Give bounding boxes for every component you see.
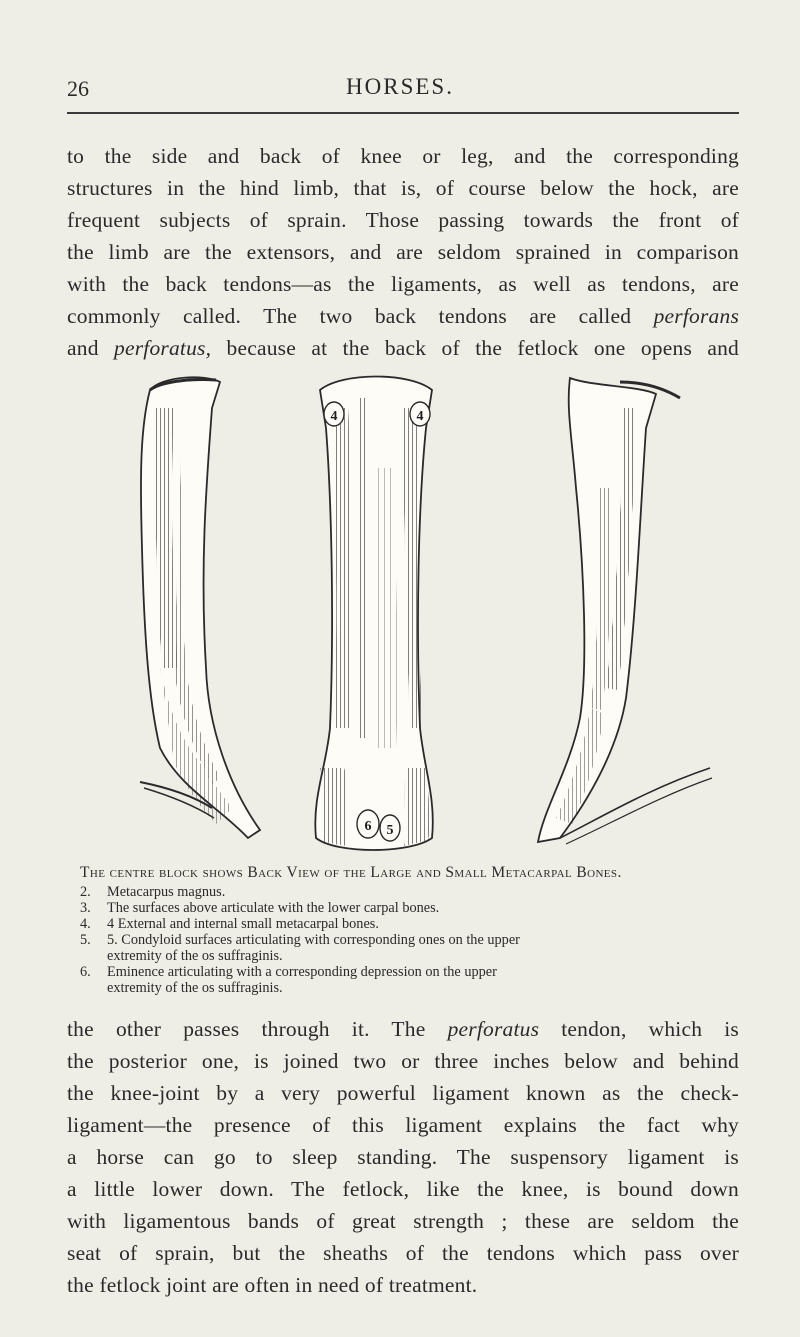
- caption-item-text: The surfaces above articulate with the lower carpal bones.: [107, 900, 440, 916]
- caption-list: [80, 884, 760, 996]
- running-head: HORSES.: [346, 74, 454, 99]
- right-small-metacarpal-drawing: [538, 378, 712, 844]
- text-line: the posterior one, is joined two or three inches below and behind: [67, 1049, 739, 1073]
- figure-label: 4: [416, 409, 424, 424]
- figure-caption: [80, 864, 760, 996]
- caption-item-number: 2.: [80, 884, 91, 900]
- figure-label: 5: [386, 823, 394, 838]
- term-perforans: perforans: [653, 304, 740, 328]
- text-line: the knee-joint by a very powerful ligament known as the check-: [67, 1081, 739, 1105]
- text-fragment: tendon, which is: [561, 1017, 739, 1041]
- paragraph-2: [67, 1013, 739, 1301]
- page-header: [0, 70, 800, 110]
- text-fragment: because at the back of the fetlock one opens and: [226, 336, 740, 360]
- text-line-with-term: [67, 332, 739, 364]
- text-line: with ligamentous bands of great strength ; these are seldom the: [67, 1209, 739, 1233]
- caption-item: [80, 932, 760, 964]
- metacarpal-bones-figure: [120, 368, 720, 868]
- text-line: with the back tendons—as the ligaments, as well as tendons, are: [67, 272, 739, 296]
- engraving-illustration: [120, 368, 720, 868]
- text-fragment: commonly called. The two back tendons are called: [67, 304, 632, 328]
- caption-title: [80, 864, 760, 882]
- caption-item: [80, 900, 760, 916]
- caption-item-text: 4 External and internal small metacarpal bones.: [107, 916, 379, 932]
- text-line: the fetlock joint are often in need of treatment.: [67, 1273, 478, 1297]
- caption-item-number: 3.: [80, 900, 91, 916]
- caption-title-text: The centre block shows Back View of the Large and Small Metacarpal Bones.: [80, 864, 622, 881]
- paragraph-1: [67, 140, 739, 364]
- figure-label: 4: [330, 409, 338, 424]
- page-number: 26: [67, 76, 89, 101]
- caption-item: [80, 964, 760, 996]
- text-line-with-term: [67, 1013, 739, 1045]
- left-small-metacarpal-drawing: [140, 377, 260, 838]
- caption-item-number: 4.: [80, 916, 91, 932]
- text-line: structures in the hind limb, that is, of course below the hock, are: [67, 176, 739, 200]
- text-line: ligament—the presence of this ligament explains the fact why: [67, 1113, 739, 1137]
- caption-item-text: Metacarpus magnus.: [107, 884, 226, 900]
- text-fragment: and: [67, 336, 99, 360]
- text-line-with-term: [67, 300, 739, 332]
- figure-label: 6: [364, 819, 372, 834]
- caption-item: [80, 884, 760, 900]
- text-fragment: the other passes through it. The: [67, 1017, 426, 1041]
- caption-item: [80, 916, 760, 932]
- text-line: frequent subjects of sprain. Those passing towards the front of: [67, 208, 739, 232]
- text-line: the limb are the extensors, and are seldom sprained in comparison: [67, 240, 739, 264]
- caption-item-continuation: extremity of the os suffraginis.: [107, 948, 283, 964]
- text-line: to the side and back of knee or leg, and the corresponding: [67, 144, 739, 168]
- caption-item-continuation: extremity of the os suffraginis.: [107, 980, 283, 996]
- caption-item-text: 5. Condyloid surfaces articulating with corresponding ones on the upper: [107, 932, 520, 948]
- caption-item-text: Eminence articulating with a corresponding depression on the upper: [107, 964, 497, 980]
- text-line: seat of sprain, but the sheaths of the tendons which pass over: [67, 1241, 739, 1265]
- text-line: a horse can go to sleep standing. The suspensory ligament is: [67, 1145, 739, 1169]
- centre-large-metacarpal-drawing: [315, 377, 433, 851]
- header-rule: [67, 112, 739, 114]
- term-perforatus: perforatus: [447, 1017, 540, 1041]
- caption-item-number: 5.: [80, 932, 91, 948]
- caption-item-number: 6.: [80, 964, 91, 980]
- text-line: a little lower down. The fetlock, like the knee, is bound down: [67, 1177, 739, 1201]
- term-perforatus: perforatus,: [114, 336, 212, 360]
